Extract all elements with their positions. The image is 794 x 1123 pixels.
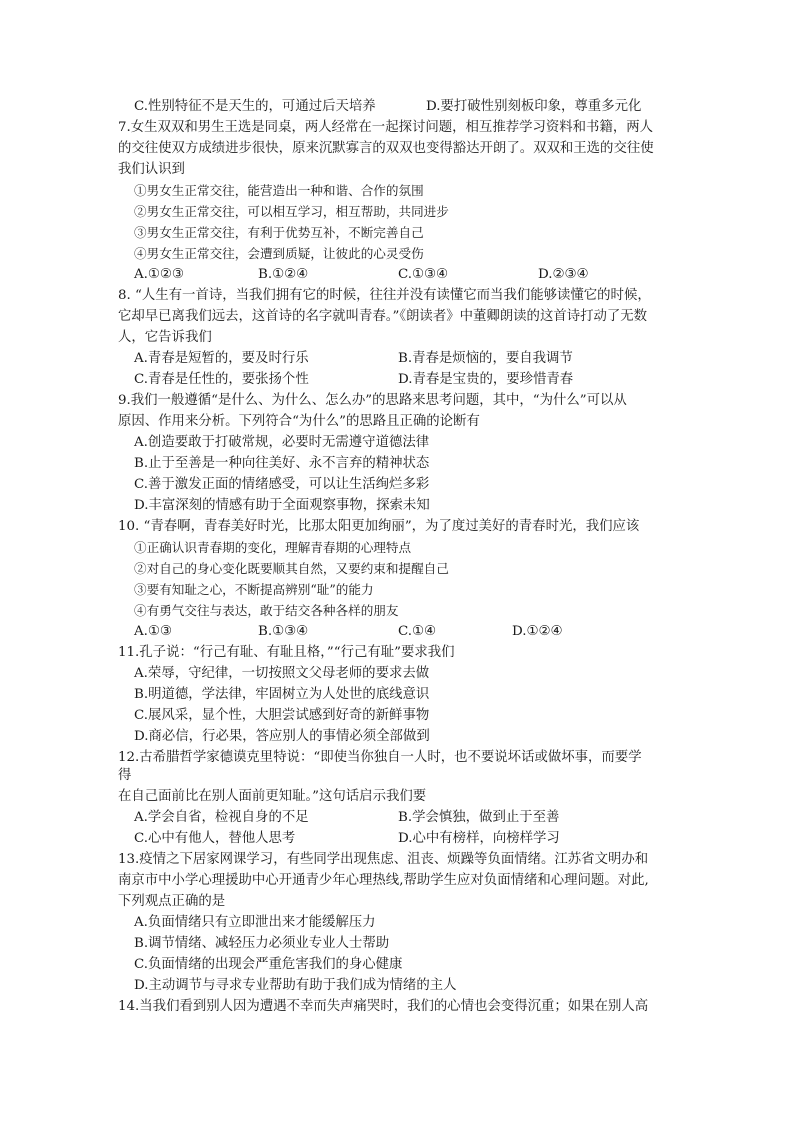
q12-option-a: A.学会自省，检视自身的不足 bbox=[134, 810, 309, 825]
q13-stem-line-1: 13.疫情之下居家网课学习，有些同学出现焦虑、沮丧、烦躁等负面情绪。江苏省文明办和 bbox=[118, 852, 649, 867]
q9-stem-line-1: 9.我们一般遵循“是什么、为什么、怎么办”的思路来思考问题，其中，“为什么”可以从 bbox=[118, 393, 627, 408]
q10-item-4: ④有勇气交往与表达，敢于结交各种各样的朋友 bbox=[134, 603, 399, 618]
q13-option-c: C.负面情绪的出现会严重危害我们的身心健康 bbox=[134, 957, 403, 972]
q8-option-b: B.青春是烦恼的，要自我调节 bbox=[398, 351, 573, 366]
q8-option-c: C.青春是任性的，要张扬个性 bbox=[134, 372, 309, 387]
q6-option-c: C.性别特征不是天生的，可通过后天培养 bbox=[134, 99, 376, 114]
q10-stem: 10. “青春啊，青春美好时光，比那太阳更加绚丽”，为了度过美好的青春时光，我们应该 bbox=[118, 519, 640, 534]
q10-option-d: D.①②④ bbox=[512, 624, 563, 639]
q9-option-c: C.善于激发正面的情绪感受，可以让生活绚烂多彩 bbox=[134, 477, 430, 492]
q11-option-d: D.商必信，行必果，答应别人的事情必须全部做到 bbox=[134, 729, 430, 744]
q10-option-b: B.①③④ bbox=[258, 624, 309, 639]
q7-option-b: B.①②④ bbox=[258, 267, 309, 282]
q10-option-c: C.①④ bbox=[398, 624, 437, 639]
q13-option-d: D.主动调节与寻求专业帮助有助于我们成为情绪的主人 bbox=[134, 978, 457, 993]
q8-stem-line-1: 8. “人生有一首诗，当我们拥有它的时候，往往并没有读懂它而当我们能够读懂它的时候， bbox=[118, 288, 651, 303]
q7-item-2: ②男女生正常交往，可以相互学习，相互帮助，共同进步 bbox=[134, 204, 449, 219]
q8-stem-line-2: 它却早已离我们远去，这首诗的名字就叫青春。”《朗读者》中董卿朗读的这首诗打动了无数 bbox=[118, 309, 648, 324]
q9-option-b: B.止于至善是一种向往美好、永不言弃的精神状态 bbox=[134, 456, 430, 471]
q6-option-d: D.要打破性别刻板印象，尊重多元化 bbox=[426, 99, 642, 114]
q10-option-a: A.①③ bbox=[134, 624, 172, 639]
q7-option-a: A.①②③ bbox=[134, 267, 184, 282]
q12-option-b: B.学会慎独，做到止于至善 bbox=[398, 810, 560, 825]
q11-option-b: B.明道德，学法律，牢固树立为人处世的底线意识 bbox=[134, 687, 430, 702]
q7-item-4: ④男女生正常交往，会遭到质疑，让彼此的心灵受伤 bbox=[134, 246, 424, 261]
q14-stem: 14.当我们看到别人因为遭遇不幸而失声痛哭时，我们的心情也会变得沉重；如果在别人高 bbox=[118, 999, 649, 1014]
q11-option-a: A.荣辱，守纪律，一切按照文父母老师的要求去做 bbox=[134, 666, 430, 681]
q12-stem-line-1: 12.古希腊哲学家德谟克里特说：“即使当你独自一人时，也不要说坏话或做坏事，而要学 bbox=[118, 750, 642, 765]
q13-stem-line-3: 下列观点正确的是 bbox=[118, 894, 226, 909]
q8-option-a: A.青春是短暂的，要及时行乐 bbox=[134, 351, 309, 366]
q7-item-3: ③男女生正常交往，有利于优势互补，不断完善自己 bbox=[134, 225, 424, 240]
q7-item-1: ①男女生正常交往，能营造出一种和谐、合作的氛围 bbox=[134, 183, 424, 198]
q9-option-a: A.创造要敢于打破常规，必要时无需遵守道德法律 bbox=[134, 435, 430, 450]
q9-option-d: D.丰富深刻的情感有助于全面观察事物，探索未知 bbox=[134, 498, 430, 513]
q10-item-3: ③要有知耻之心，不断提高辨别“耻”的能力 bbox=[134, 582, 374, 597]
q7-stem-line-1: 7.女生双双和男生王选是同桌，两人经常在一起探讨问题，相互推荐学习资料和书籍，两人 bbox=[118, 120, 654, 135]
q12-option-d: D.心中有榜样，向榜样学习 bbox=[398, 831, 560, 846]
q10-item-1: ①正确认识青春期的变化，理解青春期的心理特点 bbox=[134, 540, 412, 555]
q13-stem-line-2: 南京市中小学心理援助中心开通青少年心理热线,帮助学生应对负面情绪和心理问题。对此, bbox=[118, 873, 649, 888]
q9-stem-line-2: 原因、作用来分析。下列符合“为什么”的思路且正确的论断有 bbox=[118, 414, 480, 429]
q8-option-d: D.青春是宝贵的，要珍惜青春 bbox=[398, 372, 574, 387]
q7-option-d: D.②③④ bbox=[538, 267, 589, 282]
q7-stem-line-2: 的交往使双方成绩进步很快，原来沉默寡言的双双也变得豁达开朗了。双双和王选的交往使 bbox=[118, 141, 654, 156]
q12-stem-line-2: 得 bbox=[118, 768, 132, 783]
q12-option-c: C.心中有他人，替他人思考 bbox=[134, 831, 296, 846]
q12-stem-line-3: 在自己面前比在别人面前更知耻。”这句话启示我们要 bbox=[118, 789, 427, 804]
q11-option-c: C.展风采，显个性，大胆尝试感到好奇的新鲜事物 bbox=[134, 708, 430, 723]
q7-option-c: C.①③④ bbox=[398, 267, 449, 282]
q11-stem: 11.孔子说：“行己有耻、有耻且格，”“行己有耻”要求我们 bbox=[118, 645, 455, 660]
q13-option-b: B.调节情绪、减轻压力必须业专业人士帮助 bbox=[134, 936, 390, 951]
q8-stem-line-3: 人，它告诉我们 bbox=[118, 330, 212, 345]
q7-stem-line-3: 我们认识到 bbox=[118, 162, 185, 177]
q13-option-a: A.负面情绪只有立即泄出来才能缓解压力 bbox=[134, 915, 376, 930]
q10-item-2: ②对自己的身心变化既要顺其自然，又要约束和提醒自己 bbox=[134, 561, 449, 576]
